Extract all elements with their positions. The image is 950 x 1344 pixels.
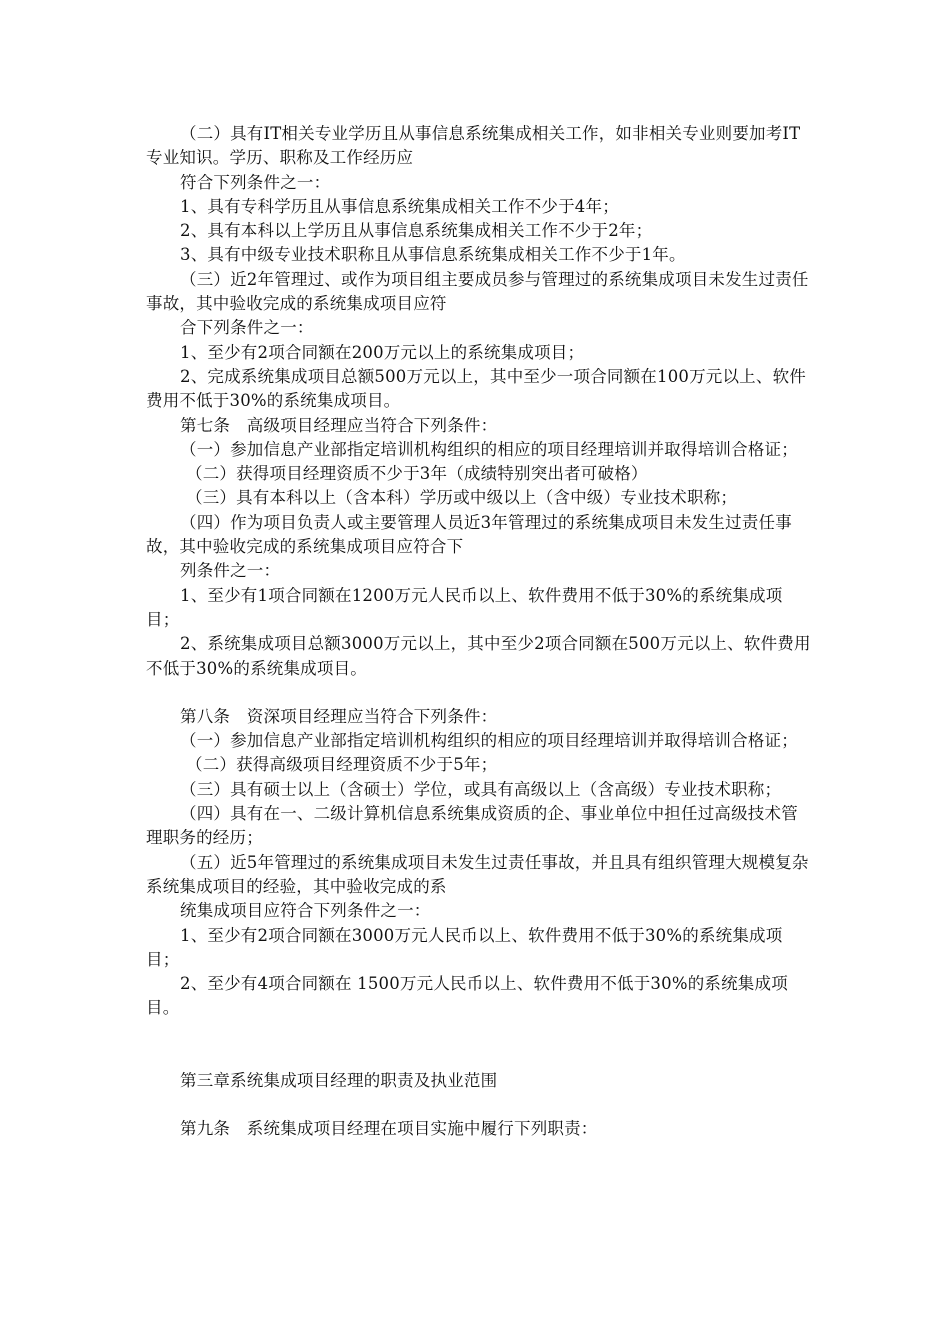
paragraph: 1、至少有1项合同额在1200万元人民币以上、软件费用不低于30%的系统集成项目； bbox=[146, 585, 783, 629]
paragraph: 合下列条件之一： bbox=[180, 318, 314, 338]
paragraph: 2、系统集成项目总额3000万元以上，其中至少2项合同额在500万元以上、软件费用不低于30%的系统集成项目。 bbox=[146, 634, 811, 678]
paragraph: （四）具有在一、二级计算机信息系统集成资质的企、事业单位中担任过高级技术管理职务的经历； bbox=[146, 804, 798, 848]
article-heading: 第八条 资深项目经理应当符合下列条件： bbox=[180, 706, 498, 726]
paragraph: 符合下列条件之一： bbox=[180, 172, 331, 192]
chapter-heading: 第三章系统集成项目经理的职责及执业范围 bbox=[180, 1070, 498, 1090]
article-heading: 第七条 高级项目经理应当符合下列条件： bbox=[180, 415, 498, 435]
paragraph: 统集成项目应符合下列条件之一： bbox=[180, 901, 431, 921]
paragraph: 2、具有本科以上学历且从事信息系统集成相关工作不少于2年； bbox=[180, 221, 653, 241]
paragraph: （一）参加信息产业部指定培训机构组织的相应的项目经理培训并取得培训合格证； bbox=[180, 439, 798, 459]
paragraph: （一）参加信息产业部指定培训机构组织的相应的项目经理培训并取得培训合格证； bbox=[180, 731, 798, 751]
article-heading: 第九条 系统集成项目经理在项目实施中履行下列职责： bbox=[180, 1118, 598, 1138]
paragraph: 1、至少有2项合同额在200万元以上的系统集成项目； bbox=[180, 342, 585, 362]
paragraph: 列条件之一： bbox=[180, 561, 281, 581]
document-body bbox=[146, 122, 814, 1141]
paragraph: （二）具有IT相关专业学历且从事信息系统集成相关工作，如非相关专业则要加考IT专业知识。学历、职称及工作经历应 bbox=[146, 124, 801, 168]
paragraph: 1、至少有2项合同额在3000万元人民币以上、软件费用不低于30%的系统集成项目； bbox=[146, 925, 783, 969]
paragraph: （二）获得项目经理资质不少于3年（成绩特别突出者可破格） bbox=[186, 464, 648, 484]
paragraph: （三）具有本科以上（含本科）学历或中级以上（含中级）专业技术职称； bbox=[186, 488, 738, 508]
paragraph: （五）近5年管理过的系统集成项目未发生过责任事故，并且具有组织管理大规模复杂系统集成项目的经验，其中验收完成的系 bbox=[146, 852, 809, 896]
paragraph: （三）近2年管理过、或作为项目组主要成员参与管理过的系统集成项目未发生过责任事故，其中验收完成的系统集成项目应符 bbox=[146, 269, 809, 314]
blank-line bbox=[146, 681, 814, 705]
paragraph: 2、至少有4项合同额在 1500万元人民币以上、软件费用不低于30%的系统集成项目。 bbox=[146, 974, 788, 1018]
paragraph: （四）作为项目负责人或主要管理人员近3年管理过的系统集成项目未发生过责任事故，其中验收完成的系统集成项目应符合下 bbox=[146, 512, 792, 557]
paragraph: （二）获得高级项目经理资质不少于5年； bbox=[186, 755, 498, 775]
blank-lines bbox=[146, 1021, 814, 1069]
paragraph: （三）具有硕士以上（含硕士）学位，或具有高级以上（含高级）专业技术职称； bbox=[180, 779, 782, 799]
paragraph: 3、具有中级专业技术职称且从事信息系统集成相关工作不少于1年。 bbox=[180, 245, 686, 265]
paragraph: 2、完成系统集成项目总额500万元以上，其中至少一项合同额在100万元以上、软件费用不低于30%的系统集成项目。 bbox=[146, 366, 806, 411]
blank-line bbox=[146, 1093, 814, 1117]
paragraph: 1、具有专科学历且从事信息系统集成相关工作不少于4年； bbox=[180, 196, 619, 216]
